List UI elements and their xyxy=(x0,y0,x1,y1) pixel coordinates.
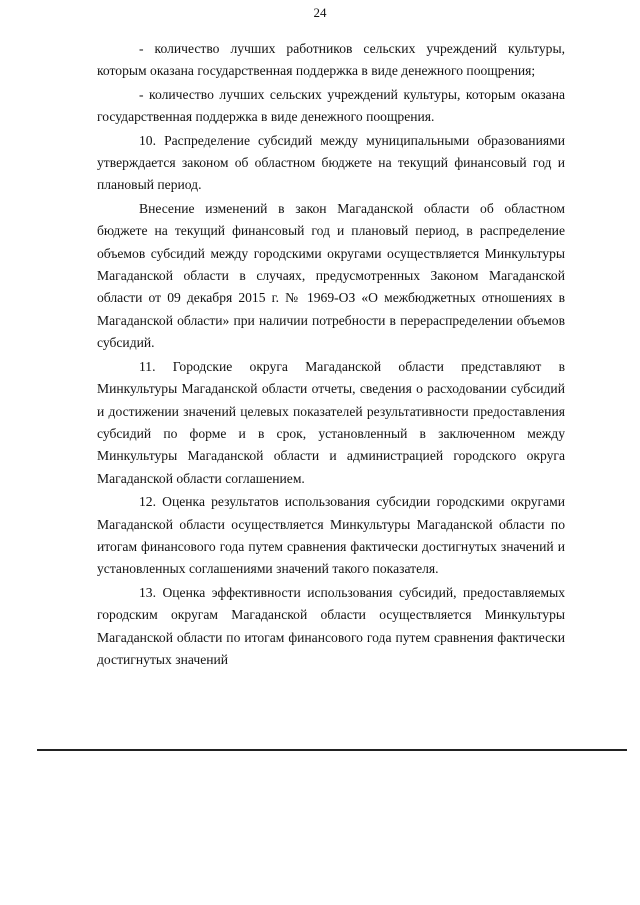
paragraph-bullet-institutions: - количество лучших сельских учреждений культуры, которым оказана государственная поддержка в виде денежного поощрения. xyxy=(97,86,565,125)
paragraph-amendments: Внесение изменений в закон Магаданской области об областном бюджете на текущий финансовый год и плановый период, в распределение объемов субсидий между городскими округами осуществляется Минкультуры Магаданской области в случаях, предусмотренных Законом Магаданской области от 09 декабря 2015 г. № 1969-ОЗ «О межбюджетных отношениях в Магаданской области» при наличии потребности в перераспределении объемов субсидий. xyxy=(97,200,565,351)
paragraph-11: 11. Городские округа Магаданской области представляют в Минкультуры Магаданской области отчеты, сведения о расходовании субсидий и достижении значений целевых показателей результативности предоставления субсидий по форме и в срок, установленный в заключенном между Минкультуры Магаданской области и администрацией городского округа Магаданской области соглашением. xyxy=(97,358,565,486)
page-number: 24 xyxy=(313,5,327,20)
paragraph-bullet-workers: - количество лучших работников сельских учреждений культуры, которым оказана государственная поддержка в виде денежного поощрения; xyxy=(97,41,565,79)
paragraph-10: 10. Распределение субсидий между муниципальными образованиями утверждается законом об областном бюджете на текущий финансовый год и плановый период. xyxy=(97,132,565,193)
paragraph-13: 13. Оценка эффективности использования субсидий, предоставляемых городским округам Магаданской области осуществляется Минкультуры Магаданской области по итогам финансового года путем сравнения фактически достигнутых значений xyxy=(97,584,565,667)
paragraph-12: 12. Оценка результатов использования субсидии городскими округами Магаданской области осуществляется Минкультуры Магаданской области по итогам финансового года путем сравнения фактически достигнутых значений и установленных соглашениями значений такого показателя. xyxy=(97,494,565,577)
page-bottom-divider xyxy=(37,749,627,751)
document-body xyxy=(97,38,565,671)
